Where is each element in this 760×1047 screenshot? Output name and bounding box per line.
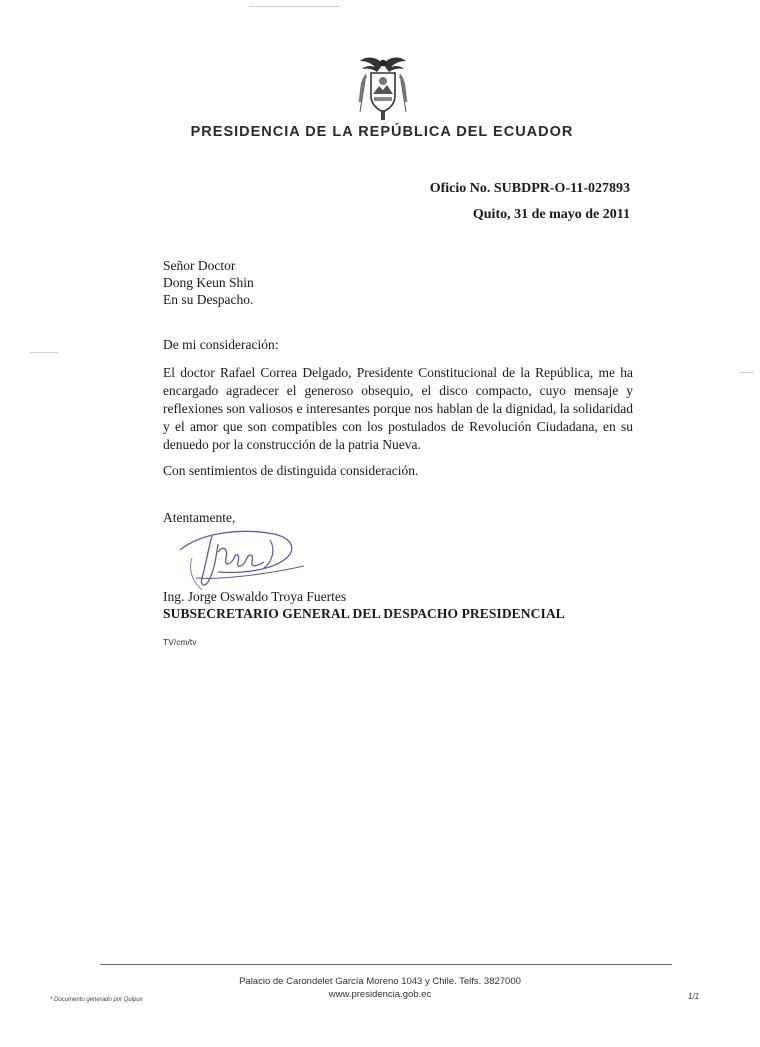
- generated-note: * Documento generado por Quipux: [50, 997, 143, 1003]
- addressee-honorific: Señor Doctor: [163, 258, 236, 273]
- institution-title: PRESIDENCIA DE LA REPÚBLICA DEL ECUADOR: [190, 124, 574, 140]
- scan-artifact: [250, 6, 340, 7]
- signer-title: SUBSECRETARIO GENERAL DEL DESPACHO PRESIDENCIAL: [163, 606, 565, 621]
- closing-line: Con sentimientos de distinguida consideración.: [163, 463, 419, 478]
- scan-artifact: [740, 372, 754, 373]
- signer-name: Ing. Jorge Oswaldo Troya Fuertes: [163, 589, 347, 604]
- addressee-location: En su Despacho.: [163, 292, 254, 307]
- ecuador-coat-of-arms-icon: [354, 52, 412, 122]
- oficio-number: Oficio No. SUBDPR-O-11-027893: [429, 181, 630, 196]
- letter-date: Quito, 31 de mayo de 2011: [472, 207, 630, 222]
- salutation: De mi consideración:: [163, 337, 279, 352]
- body-paragraph: El doctor Rafael Correa Delgado, Presidente Constitucional de la República, me ha encargado agradecer el generoso obsequio, el disco compacto, cuyo mensaje y reflexiones son valiosos e interesantes porque nos hablan de la dignidad, la solidaridad y el amor que son compatibles con los postulados de Revolución Ciudadana, en su denuedo por la construcción de la patria Nueva.: [163, 365, 633, 452]
- handwritten-signature-icon: [172, 522, 312, 594]
- footer-website: www.presidencia.gob.ec: [328, 989, 432, 1000]
- scan-artifact: [30, 352, 58, 353]
- page-number: 1/1: [688, 992, 700, 1001]
- addressee-name: Dong Keun Shin: [163, 275, 254, 290]
- reference-initials: TV/cm/tv: [163, 637, 197, 647]
- footer-address: Palacio de Carondelet García Moreno 1043 y Chile. Telfs. 3827000: [239, 976, 521, 987]
- valediction: Atentamente,: [163, 510, 236, 525]
- footer-divider: [100, 964, 672, 965]
